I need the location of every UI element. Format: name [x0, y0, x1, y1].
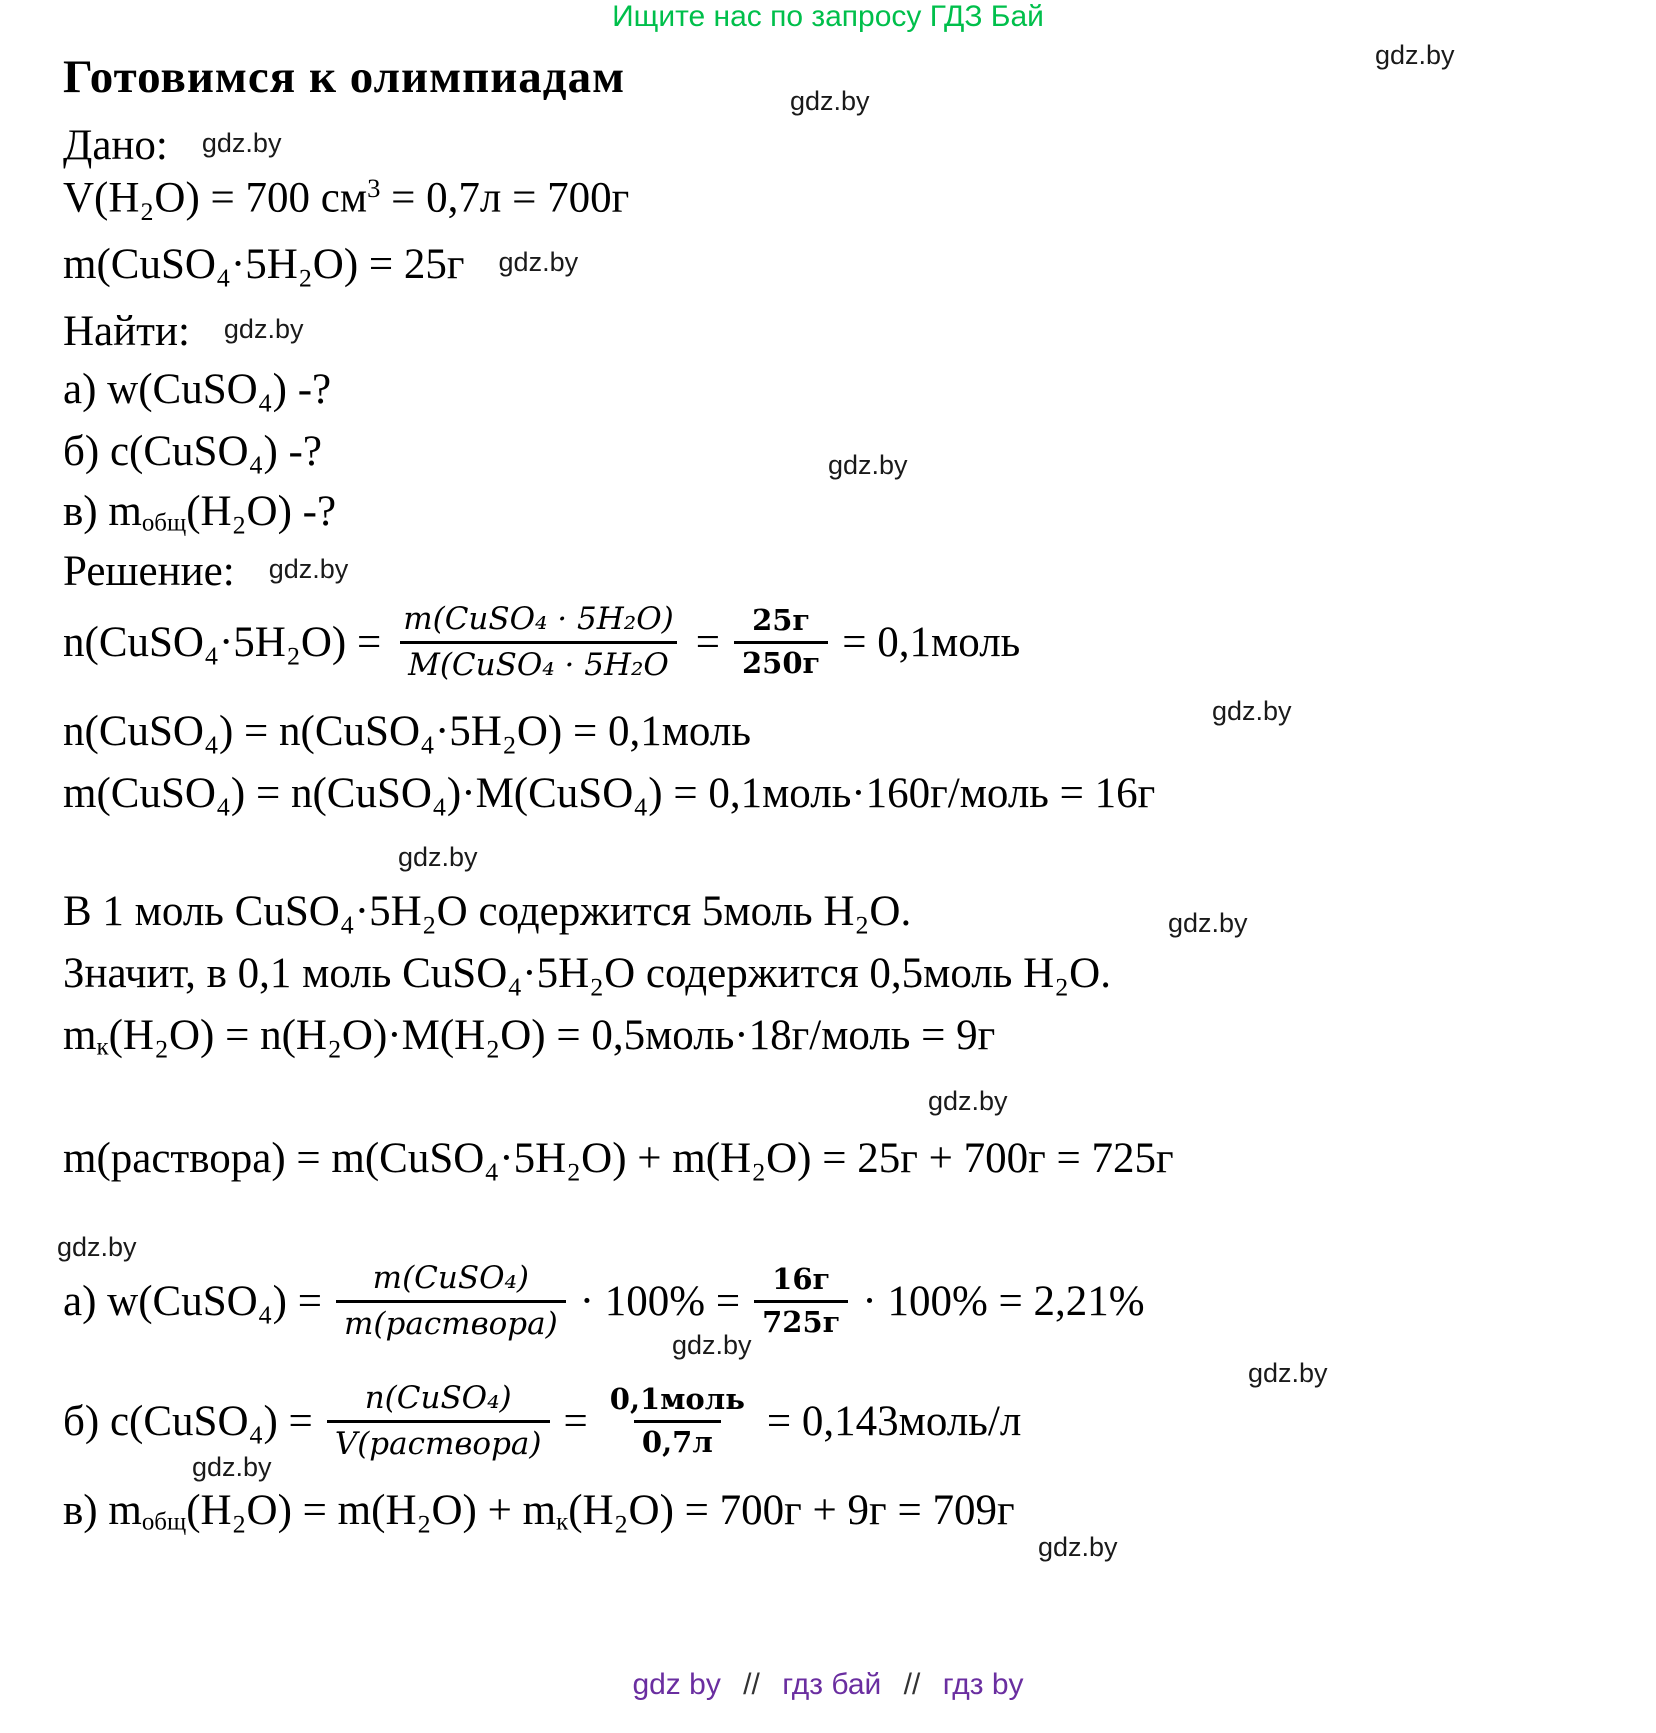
superscript: 3 [367, 173, 381, 203]
watermark: gdz.by [201, 128, 282, 158]
fraction-values [602, 1381, 753, 1459]
subscript: общ [141, 1508, 187, 1536]
answer-a-equation [63, 1252, 1145, 1350]
solution-label: Решение: [63, 548, 235, 595]
equation-n-hydrate [63, 596, 1020, 688]
watermark: gdz.by [268, 554, 349, 584]
watermark: gdz.by [828, 450, 908, 480]
fraction-mass-ratio [336, 1261, 566, 1340]
footer-text-gdz-by: gdz by [632, 1668, 721, 1701]
fraction-values [754, 1261, 848, 1339]
fraction-mole-over-volume [327, 1381, 550, 1460]
watermark: gdz.by [223, 314, 304, 344]
fraction-numerator: n(CuSO₄) [364, 1380, 512, 1417]
given-volume-text-tail: = 0,7л = 700г [380, 174, 630, 222]
fraction-numerator: 0,1моль [609, 1381, 745, 1416]
text-mol-statement-1: В 1 моль CuSO₄·5H₂O содержится 5моль H₂O. [63, 888, 912, 935]
fraction-numerator: m(CuSO₄) [372, 1260, 530, 1297]
footer-links [0, 1668, 1656, 1702]
equation-solution-mass: m(раствора) = m(CuSO₄·5H₂O) + m(H₂O) = 25г + 700г = 725г [63, 1135, 1174, 1182]
given-mass-line [63, 241, 578, 288]
fraction-numerator: 16г [772, 1261, 831, 1296]
watermark: gdz.by [192, 1452, 272, 1482]
equation-n-cuso4: n(CuSO₄) = n(CuSO₄·5H₂O) = 0,1моль [63, 708, 751, 755]
given-volume-line [63, 174, 629, 222]
answer-b-equation [63, 1372, 1021, 1470]
watermark: gdz.by [498, 247, 579, 277]
given-label: Дано: [63, 122, 168, 169]
fraction-denominator: V(раствора) [327, 1420, 550, 1461]
find-label-line [63, 308, 303, 355]
footer-separator: // [903, 1668, 921, 1701]
watermark: gdz.by [1375, 40, 1455, 70]
watermark: gdz.by [672, 1330, 752, 1360]
find-label: Найти: [63, 308, 190, 355]
fraction-numerator: 25г [752, 602, 811, 637]
footer-text-gdz-by-2: гдз by [942, 1668, 1024, 1701]
watermark: gdz.by [1168, 908, 1248, 938]
answer-c-equation [63, 1487, 1015, 1536]
footer-text-gdz-bai: гдз бай [782, 1668, 882, 1701]
subscript: к [556, 1508, 569, 1536]
equation-lhs: а) w(CuSO₄) = [63, 1277, 322, 1325]
find-item-c-text: в) m [63, 488, 142, 535]
fraction-denominator: m(раствора) [336, 1300, 566, 1341]
given-volume-text: V(H₂O) = 700 см [63, 174, 368, 222]
equation-crystal-water-mass [63, 1012, 995, 1061]
given-label-line [63, 122, 281, 169]
equation-rhs: = 0,143моль/л [766, 1397, 1022, 1445]
page-title: Готовимся к олимпиадам [63, 51, 626, 103]
equation-mid: · 100% = [579, 1277, 741, 1325]
equation-rhs: · 100% = 2,21% [862, 1277, 1145, 1325]
equation-lhs: б) c(CuSO₄) = [63, 1397, 313, 1445]
fraction-denominator: 725г [754, 1300, 848, 1339]
equation-rhs: = 0,1моль [842, 618, 1021, 666]
fraction-values [734, 602, 828, 680]
solution-label-line [63, 548, 348, 595]
watermark: gdz.by [1038, 1532, 1118, 1562]
find-item-c-tail: (H₂O) -? [186, 488, 337, 535]
find-item-b: б) c(CuSO₄) -? [63, 428, 322, 475]
subscript: общ [141, 509, 187, 537]
equals-sign: = [695, 618, 720, 666]
equation-text-tail: (H₂O) = n(H₂O)·M(H₂O) = 0,5моль·18г/моль = 9г [108, 1012, 996, 1059]
equation-text-tail: (H₂O) = 700г + 9г = 709г [568, 1487, 1015, 1534]
equation-lhs: n(CuSO₄·5H₂O) = [63, 618, 382, 666]
watermark: gdz.by [790, 86, 870, 116]
fraction-denominator: 250г [734, 641, 828, 680]
watermark: gdz.by [1212, 696, 1292, 726]
text-mol-statement-2: Значит, в 0,1 моль CuSO₄·5H₂O содержится 0,5моль H₂O. [63, 950, 1111, 997]
find-item-a: а) w(CuSO₄) -? [63, 366, 332, 413]
equation-text: в) m [63, 1487, 142, 1534]
watermark: gdz.by [1248, 1358, 1328, 1388]
fraction-denominator: M(CuSO₄ · 5H₂O [400, 641, 677, 682]
find-item-c [63, 488, 336, 537]
watermark: gdz.by [57, 1232, 137, 1262]
footer-separator: // [743, 1668, 760, 1701]
watermark: gdz.by [928, 1086, 1008, 1116]
fraction-mass-over-molar [395, 602, 682, 681]
subscript: к [96, 1033, 109, 1061]
fraction-denominator: 0,7л [634, 1420, 721, 1459]
equation-text-mid: (H₂O) = m(H₂O) + m [186, 1487, 557, 1534]
equation-text: m [63, 1012, 97, 1059]
equation-m-cuso4: m(CuSO₄) = n(CuSO₄)·M(CuSO₄) = 0,1моль·160г/моль = 16г [63, 770, 1156, 817]
fraction-numerator: m(CuSO₄ · 5H₂O) [403, 601, 674, 638]
equation-mid: = [563, 1397, 588, 1445]
given-mass-text: m(CuSO₄·5H₂O) = 25г [63, 241, 465, 288]
watermark: gdz.by [398, 842, 478, 872]
top-banner: Ищите нас по запросу ГДЗ Бай [612, 0, 1044, 33]
